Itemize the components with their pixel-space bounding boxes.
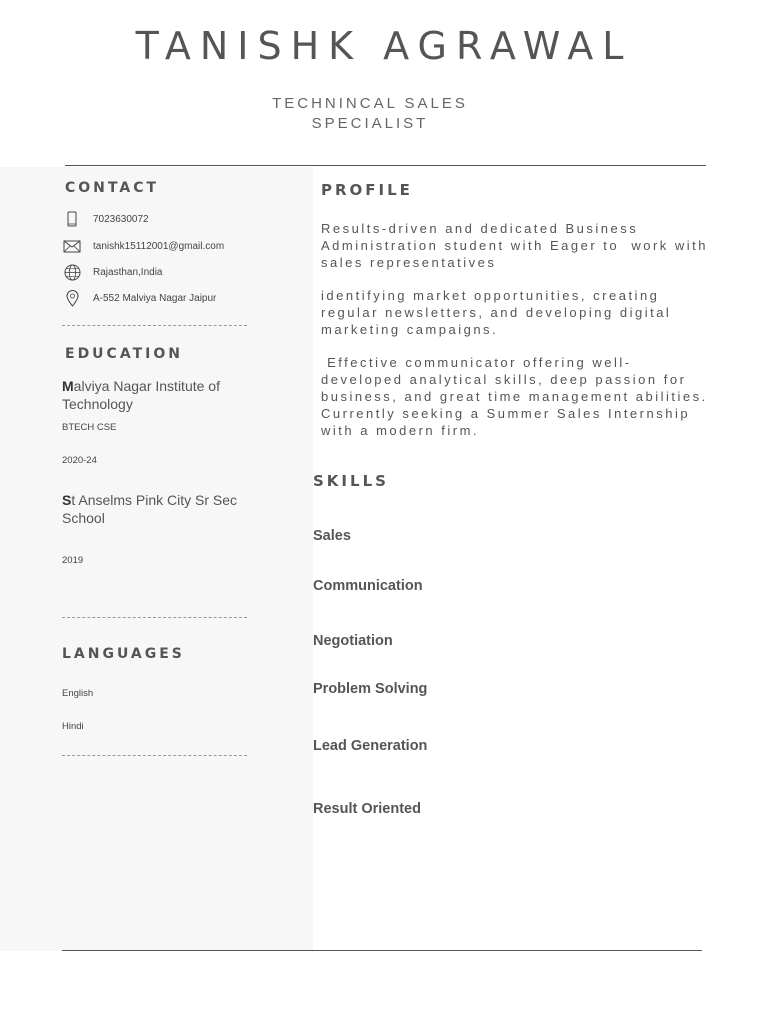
candidate-name: TANISHK AGRAWAL (135, 24, 633, 68)
skill-item: Negotiation (313, 633, 393, 649)
education-degree-1: BTECH CSE (62, 422, 117, 433)
contact-address (62, 288, 216, 308)
footer-divider (62, 950, 702, 951)
profile-paragraph-2: identifying market opportunities, creating regular newsletters, and developing digital marketing campaigns. (321, 288, 678, 337)
education-heading: EDUCATION (65, 346, 183, 362)
skill-item: Lead Generation (313, 738, 428, 754)
education-school-2: St Anselms Pink City Sr Sec School (62, 492, 238, 526)
education-divider (62, 617, 247, 618)
header-divider (65, 165, 706, 166)
skill-item: Result Oriented (313, 801, 421, 817)
job-title (270, 94, 470, 134)
location-pin-icon (62, 289, 82, 307)
phone-icon (62, 210, 82, 228)
skill-item: Sales (313, 528, 351, 544)
region: Rajasthan,India (93, 266, 163, 278)
job-title-line-2: SPECIALIST (311, 115, 429, 132)
education-years-2: 2019 (62, 555, 84, 566)
languages-divider (62, 755, 247, 756)
contact-divider (62, 325, 247, 326)
street-address: A-552 Malviya Nagar Jaipur (93, 292, 217, 304)
sidebar (0, 167, 313, 951)
contact-phone (62, 209, 149, 229)
contact-email (62, 236, 224, 256)
education-years-1: 2020-24 (62, 455, 97, 466)
skill-item: Communication (313, 578, 423, 594)
languages-heading: LANGUAGES (62, 646, 185, 662)
profile-paragraph-1: Results-driven and dedicated Business Administration student with Eager to work with sales representatives (321, 221, 715, 270)
profile-heading: PROFILE (321, 181, 413, 199)
phone-number: 7023630072 (93, 213, 149, 225)
contact-heading: CONTACT (65, 180, 160, 196)
contact-region (62, 262, 163, 282)
skills-heading: SKILLS (313, 472, 389, 490)
education-school-1: Malviya Nagar Institute of Technology (62, 378, 220, 412)
skill-item: Problem Solving (313, 681, 428, 697)
mail-icon (62, 237, 82, 255)
job-title-line-1: TECHNINCAL SALES (272, 95, 468, 112)
language-english: English (62, 688, 94, 699)
globe-icon (62, 263, 82, 281)
email-address[interactable]: tanishk15112001@gmail.com (93, 240, 225, 252)
language-hindi: Hindi (62, 721, 84, 732)
profile-paragraph-3: Effective communicator offering well-developed analytical skills, deep passion for business, and great time management abilities. Currently seeking a Summer Sales Internship with a modern firm. (321, 355, 714, 438)
